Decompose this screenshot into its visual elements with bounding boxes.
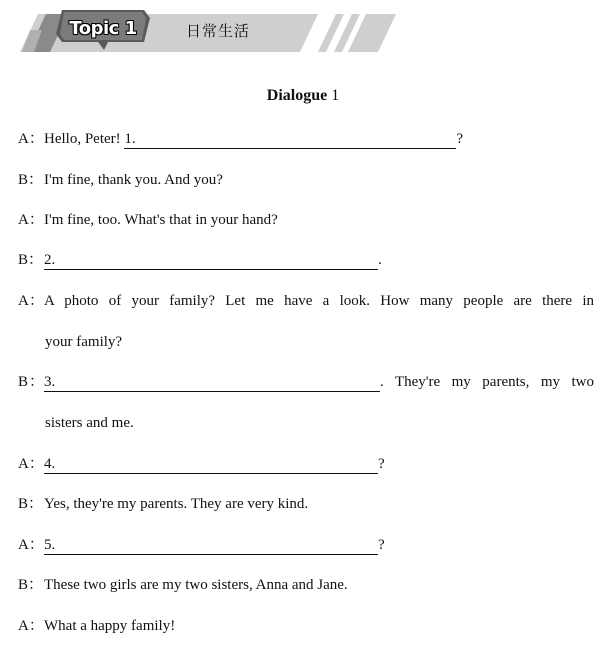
speaker-label: A： (18, 212, 44, 228)
blank-number: 1. (124, 131, 136, 147)
line-text: your family? (45, 334, 123, 350)
line-text: sisters and me. (45, 415, 134, 431)
dialogue-title-number: 1 (331, 87, 340, 104)
topic-label: Topic 1 (69, 18, 137, 39)
speaker-label: B： (18, 577, 44, 593)
blank-number: 5. (44, 537, 56, 553)
topic-subtitle: 日常生活 (186, 22, 251, 40)
line-text: . They're my parents, my two (380, 374, 594, 390)
speaker-label: B： (18, 374, 44, 390)
line-text: Hello, Peter! (44, 131, 125, 147)
speaker-label: A： (18, 537, 44, 553)
line-text: Yes, they're my parents. They are very kind. (44, 496, 309, 512)
line-punct: ? (456, 131, 464, 147)
speaker-label: B： (18, 172, 44, 188)
speaker-label: A： (18, 131, 44, 147)
dialogue-line (18, 290, 594, 312)
line-punct: ? (378, 456, 385, 472)
speaker-label: B： (18, 252, 44, 268)
dialogue-line (18, 371, 594, 393)
dialogue-line (18, 493, 308, 515)
dialogue-line (18, 249, 382, 271)
dialogue-line (18, 169, 223, 191)
line-punct: . (378, 252, 382, 268)
dialogue-line-continuation (45, 412, 134, 434)
speaker-label: A： (18, 618, 44, 634)
dialogue-line (18, 534, 385, 556)
dialogue-line (18, 615, 175, 637)
dialogue-title (0, 85, 606, 107)
dialogue-line (18, 209, 278, 231)
speaker-label: A： (18, 293, 44, 309)
dialogue-title-word: Dialogue (266, 87, 328, 104)
dialogue-line (18, 128, 463, 150)
line-punct: ? (378, 537, 385, 553)
blank-number: 4. (44, 456, 56, 472)
answer-blank-1[interactable] (124, 130, 456, 149)
line-text: I'm fine, too. What's that in your hand? (44, 212, 278, 228)
dialogue-line (18, 453, 385, 475)
speaker-label: B： (18, 496, 44, 512)
dialogue-line-continuation (45, 331, 122, 353)
answer-blank-4[interactable] (44, 455, 378, 474)
answer-blank-5[interactable] (44, 536, 378, 555)
answer-blank-3[interactable] (44, 373, 380, 392)
dialogue-line (18, 574, 348, 596)
blank-number: 2. (44, 252, 56, 268)
speaker-label: A： (18, 456, 44, 472)
line-text: I'm fine, thank you. And you? (44, 172, 223, 188)
line-text: These two girls are my two sisters, Anna and Jane. (44, 577, 348, 593)
line-text: A photo of your family? Let me have a look. How many people are there in (44, 293, 594, 309)
topic-banner (0, 0, 606, 64)
answer-blank-2[interactable] (44, 251, 378, 270)
line-text: What a happy family! (44, 618, 176, 634)
blank-number: 3. (44, 374, 56, 390)
